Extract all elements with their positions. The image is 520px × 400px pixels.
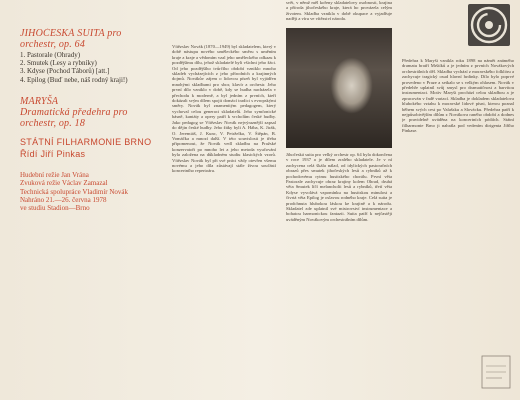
work-title-2-name: MARYŠA [20, 95, 59, 107]
notes-text: Vítězslav Novák (1870—1949) byl skladatelem, který v době nástupu nového uměleckého směru s uměním kraje a kraje a vědomím vzal jeho uměleckého odkazu k pozdějšímu dílu, jehož skladatelé byli všichni jeho žáci. Od jeho pozdějšího tvůrčího období vzniklo mnoho skladeb vycházejících z jeho přírodních a krajinných dojmů. Novákův zájem o lidovou píseň byl vyjádřen mnohými skladbami pro sbor, klavír a orchestr. Jeho první dílo vzniklo v době, kdy se hudba nacházela v přechodu k moderně, a byl jedním z prvních, kteří dokázali svým dílem spojit domácí tradici s evropskými směry. Novák byl znamenitým pedagogem, který vychoval celou generaci skladatelů. Jeho symfonické básně, kantáty a opery patří k vrcholům české hudby. Jako pedagog se Vítězslav Novák nejvýraznější zapsal do dějin české hudby. Jeho žáky byli A. Hába, K. Jirák, O. Jeremiáš, J. Kunc, V. Petrželka, V. Štěpán, B. Vomáčka a mnozí další. V této souvislosti je třeba připomenout, že Novák vedl skladbu na Pražské konzervatoři po mnoho let a jeho metoda vyučování byla založena na důkladném studiu klasických vzorů. Vítězslav Novák byl při své práci vždy otevřen všemu novému a jeho díla zůstávají stále živou součástí koncertního repertoáru. [172, 44, 276, 174]
notes-column-3 [286, 0, 392, 400]
orchestra-name: STÁTNÍ FILHARMONIE BRNO [20, 136, 152, 147]
movement-item: 4. Epilog (Buď nebe, náš rodný kraji!) [20, 75, 128, 84]
movement-item: 1. Pastorale (Ohrady) [20, 51, 81, 59]
conductor-name: Řídí Jiří Pinkas [20, 148, 86, 159]
credit-line: ve studiu Stadion—Brno [20, 204, 90, 213]
notes-text-bottom: Jihočeská suita pro velký orchestr op. 64 byla dokončena v roce 1937 a je dílem zralého skladatele. Je v ní zachycena celá škála nálad, od idylických pastoračních obrazů přes smutek jihočeských lesů a rybníků až k pochodovému rytmu husitského chorálu. První věta Pastorale zachycuje obraz krajiny kolem Ohrad, druhá věta Smutek líčí melancholii lesů a rybníků, třetí věta Kdyse vyvolává vzpomínku na husitskou minulost a čtvrtá věta Epilog je oslavou rodného kraje. Celá suita je prodchnuta hlubokou láskou ke krajině a k národu. Skladatel zde uplatnil své mistrovství instrumentace a bohatou harmonickou fantazii. Suita patří k nejčastěji uváděným Novákovým orchestrálním dílům. [286, 152, 392, 222]
work-title-1-subtitle: pro orchestr, op. 64 [20, 28, 122, 50]
credit-line: Nahráno 21.—26. června 1978 [20, 196, 107, 205]
credit-line: Technická spolupráce Vladimír Novák [20, 187, 129, 196]
credits-list [20, 171, 160, 213]
work-title-2-subtitle: Dramatická předehra pro orchestr, op. 18 [20, 106, 128, 129]
movement-item: 2. Smutek (Lesy a rybníky) [20, 59, 97, 68]
credit-line: Hudební režie Jan Vrána [20, 170, 89, 179]
notes-column-4 [402, 58, 514, 398]
notes-text: Předehra k Maryši vznikla roku 1898 na námět známého dramatu bratří Mrštíků a je jedním z prvních Novákových orchestrálních děl. Skladba vychází z moravského folklóru a zachycuje tragický osud hlavní hrdinky. Dílo bylo poprvé provedeno v Praze a setkalo se s velkým ohlasem. Novák v předehře uplatnil svůj smysl pro dramatičnost a barvitou instrumentaci. Motiv Maryši prochází celou skladbou a je zpracován v řadě variací. Skladba je dokladem skladatelova hlubokého vztahu k moravské lidové písni, kterou poznal během svých cest po Valašsku a Slovácku. Předehra patří k nejpůsobivějším dílům z Novákova raného období a dodnes je pravidelně uváděna na koncertních pódiích. Státní filharmonie Brno ji nahrála pod vedením dirigenta Jiřího Pinkase. [402, 58, 514, 134]
work-title-1 [20, 28, 160, 50]
movement-item: 3. Kdyse (Pochod Táborů) [att.] [20, 67, 110, 76]
movement-list [20, 51, 160, 84]
credit-line: Zvuková režie Václav Zamazal [20, 179, 108, 188]
notes-column-2 [172, 44, 276, 396]
spiral-logo-icon [468, 4, 510, 46]
publisher-stamp-icon [478, 352, 514, 392]
programme-column [20, 28, 160, 213]
work-title-2 [20, 96, 160, 107]
work-title-1-name: JIHOČESKÁ SUITA [20, 28, 105, 39]
notes-text-top: svět, v němž měl kořeny skladatelovy osobnosti, krajina a příroda jihočeského kraje, která ho provázela celým životem. Skladba vznikla v době okupace a vyjadřuje naději a víru ve vítězství národa. [286, 0, 392, 22]
composer-portrait-photo [286, 28, 392, 148]
